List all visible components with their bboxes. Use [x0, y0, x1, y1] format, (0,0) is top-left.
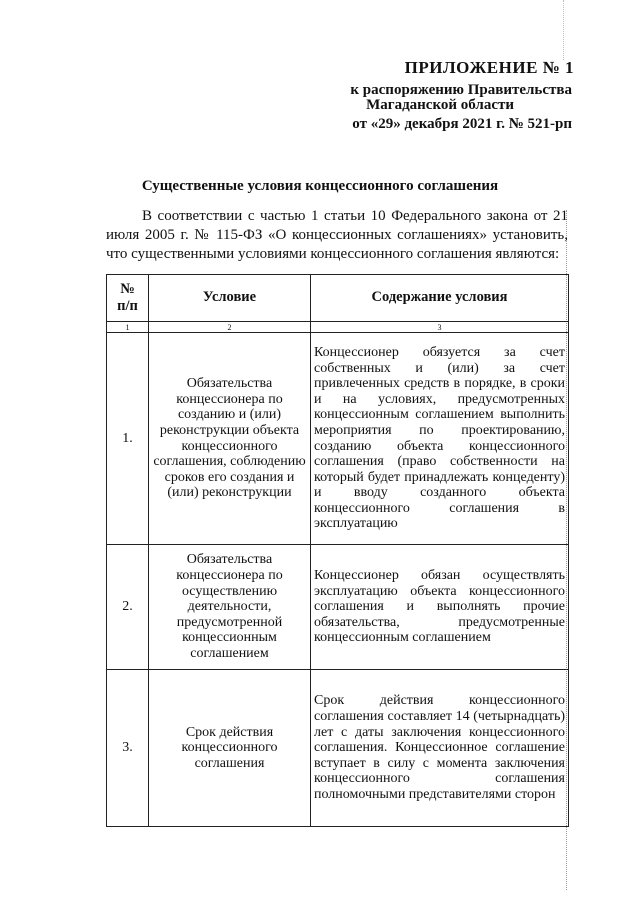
table-row	[107, 333, 569, 545]
appendix-date-line: от «29» декабря 2021 г. № 521-рп	[352, 116, 572, 132]
row-number: 3.	[107, 670, 149, 827]
header-content: Содержание условия	[311, 275, 569, 322]
conditions-table	[106, 274, 569, 827]
index-cell-3: 3	[311, 322, 569, 333]
intro-text: В соответствии с частью 1 статьи 10 Федерального закона от 21 июля 2005 г. № 115-ФЗ «О концессионных соглашениях» установить, что существенными условиями концессионного соглашения являются:	[106, 208, 568, 262]
header-number-pp: п/п	[117, 298, 138, 314]
index-cell-1: 1	[107, 322, 149, 333]
row-content: Срок действия концессионного соглашения составляет 14 (четырнадцать) лет с даты заключения концессионного соглашения. Концессионное соглашение вступает в силу с момента заключения концессионного соглашения полномочными представителями сторон	[311, 670, 569, 827]
header-number	[107, 275, 149, 322]
intro-paragraph	[106, 207, 568, 264]
row-content: Концессионер обязан осуществлять эксплуатацию объекта концессионного соглашения и выполнять прочие обязательства, предусмотренные концессионным соглашением	[311, 545, 569, 670]
row-condition: Обязательства концессионера по созданию и (или) реконструкции объекта концессионного соглашения, соблюдению сроков его создания и (или) реконструкции	[149, 333, 311, 545]
scan-margin-line-top	[563, 0, 565, 60]
row-content: Концессионер обязуется за счет собственных и (или) за счет привлеченных средств в порядке, в сроки и на условиях, предусмотренных концессионным соглашением выполнить мероприятия по проектированию, созданию объекта концессионного соглашения (право собственности на который будет принадлежать концеденту) и вводу созданного объекта концессионного соглашения в эксплуатацию	[311, 333, 569, 545]
appendix-title: ПРИЛОЖЕНИЕ № 1	[404, 58, 574, 77]
table-header-row	[107, 275, 569, 322]
appendix-ref-line-1: к распоряжению Правительства	[350, 82, 572, 98]
row-number: 2.	[107, 545, 149, 670]
table-row	[107, 545, 569, 670]
header-condition: Условие	[149, 275, 311, 322]
document-heading: Существенные условия концессионного соглашения	[141, 178, 499, 194]
row-condition: Обязательства концессионера по осуществлению деятельности, предусмотренной концессионным соглашением	[149, 545, 311, 670]
header-number-sign: №	[120, 281, 135, 297]
index-cell-2: 2	[149, 322, 311, 333]
row-condition: Срок действия концессионного соглашения	[149, 670, 311, 827]
appendix-ref-line-2: Магаданской области	[366, 97, 514, 113]
table-index-row	[107, 322, 569, 333]
row-number: 1.	[107, 333, 149, 545]
table-row	[107, 670, 569, 827]
